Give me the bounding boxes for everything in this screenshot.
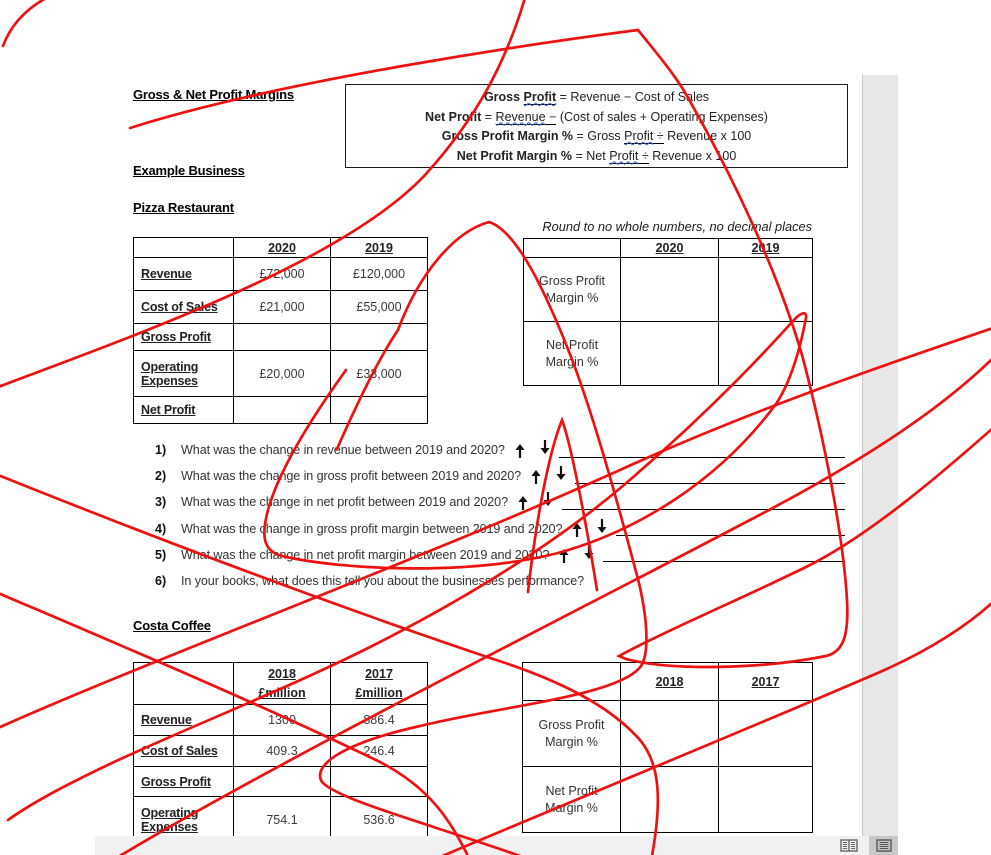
cell: 409.3 bbox=[234, 736, 331, 767]
cell: 886.4 bbox=[331, 705, 428, 736]
question-5 bbox=[155, 542, 845, 568]
table-header-row bbox=[134, 663, 428, 705]
question-1 bbox=[155, 437, 845, 463]
up-arrow-icon bbox=[514, 444, 526, 458]
cell bbox=[524, 239, 621, 258]
row-label: Net Profit Margin % bbox=[523, 767, 621, 833]
row-label: Gross Profit Margin % bbox=[523, 701, 621, 767]
year-header: 2017 bbox=[719, 663, 813, 701]
arrow-pair bbox=[558, 547, 595, 563]
row-label: Net Profit bbox=[134, 397, 234, 424]
row-label: Operating Expenses bbox=[134, 351, 234, 397]
up-arrow-icon bbox=[517, 496, 529, 510]
row-label: Revenue bbox=[134, 705, 234, 736]
question-6 bbox=[155, 568, 845, 594]
cell bbox=[134, 663, 234, 705]
pizza-figures-table bbox=[133, 237, 428, 424]
rounding-note: Round to no whole numbers, no decimal places bbox=[542, 219, 812, 234]
cell bbox=[523, 663, 621, 701]
question-number: 1) bbox=[155, 443, 167, 458]
question-text: In your books, what does this tell you about the businesses performance? bbox=[181, 574, 585, 589]
blank-answer-cell bbox=[621, 701, 719, 767]
pizza-margin-table bbox=[523, 238, 813, 386]
year-header: 2018 bbox=[621, 663, 719, 701]
cell: £33,000 bbox=[331, 351, 428, 397]
row-label: Cost of Sales bbox=[134, 736, 234, 767]
costa-coffee-heading: Costa Coffee bbox=[133, 618, 211, 633]
question-text: What was the change in gross profit between 2019 and 2020? bbox=[181, 469, 522, 484]
blank-answer-cell bbox=[719, 701, 813, 767]
horizontal-scrollbar-bar[interactable] bbox=[95, 836, 898, 855]
blank-answer-cell bbox=[331, 397, 428, 424]
answer-line bbox=[559, 443, 845, 458]
blank-answer-cell bbox=[331, 767, 428, 797]
blank-answer-cell bbox=[234, 397, 331, 424]
ink-stroke bbox=[3, 0, 46, 46]
formula-gross-profit-margin: Gross Profit Margin % = Gross Profit ÷ Revenue x 100 bbox=[441, 129, 752, 143]
year-header: 2018 £million bbox=[234, 663, 331, 705]
read-mode-button[interactable] bbox=[830, 836, 868, 855]
cell: £72,000 bbox=[234, 258, 331, 291]
page-title: Gross & Net Profit Margins bbox=[133, 87, 294, 102]
table-row bbox=[524, 258, 813, 322]
question-4 bbox=[155, 516, 845, 542]
cell: £20,000 bbox=[234, 351, 331, 397]
table-row bbox=[524, 322, 813, 386]
year-header: 2019 bbox=[331, 238, 428, 258]
book-icon bbox=[840, 839, 858, 852]
answer-line bbox=[603, 547, 845, 562]
costa-margin-table bbox=[522, 662, 813, 833]
formula-gross-profit: Gross Profit = Revenue − Cost of Sales bbox=[483, 90, 710, 104]
cell: 246.4 bbox=[331, 736, 428, 767]
blank-answer-cell bbox=[719, 258, 813, 322]
blank-answer-cell bbox=[621, 322, 719, 386]
answer-line bbox=[575, 469, 845, 484]
costa-figures-table bbox=[133, 662, 428, 843]
row-label: Net Profit Margin % bbox=[524, 322, 621, 386]
formula-box bbox=[345, 84, 848, 168]
table-row bbox=[134, 705, 428, 736]
arrow-pair bbox=[571, 521, 608, 537]
arrow-pair bbox=[530, 468, 567, 484]
question-number: 6) bbox=[155, 574, 167, 589]
down-arrow-icon bbox=[539, 440, 551, 454]
blank-answer-cell bbox=[621, 258, 719, 322]
down-arrow-icon bbox=[542, 492, 554, 506]
year-header: 2019 bbox=[719, 239, 813, 258]
up-arrow-icon bbox=[558, 549, 570, 563]
arrow-pair bbox=[514, 442, 551, 458]
blank-answer-cell bbox=[719, 767, 813, 833]
row-label: Revenue bbox=[134, 258, 234, 291]
formula-net-profit-margin: Net Profit Margin % = Net Profit ÷ Revenue x 100 bbox=[456, 148, 737, 163]
table-row bbox=[134, 736, 428, 767]
cell: £55,000 bbox=[331, 291, 428, 324]
table-header-row bbox=[524, 239, 813, 258]
cell: £120,000 bbox=[331, 258, 428, 291]
blank-answer-cell bbox=[234, 767, 331, 797]
table-row bbox=[134, 351, 428, 397]
up-arrow-icon bbox=[571, 523, 583, 537]
pizza-restaurant-heading: Pizza Restaurant bbox=[133, 200, 234, 215]
down-arrow-icon bbox=[583, 545, 595, 559]
formula-net-profit: Net Profit = Revenue − (Cost of sales + Operating Expenses) bbox=[425, 109, 768, 124]
table-row bbox=[523, 701, 813, 767]
question-text: What was the change in net profit between 2019 and 2020? bbox=[181, 495, 508, 510]
vertical-scrollbar[interactable] bbox=[862, 75, 898, 836]
year-header: 2017 £million bbox=[331, 663, 428, 705]
table-header-row bbox=[134, 238, 428, 258]
table-row bbox=[134, 324, 428, 351]
question-number: 2) bbox=[155, 469, 167, 484]
table-header-row bbox=[523, 663, 813, 701]
table-row bbox=[523, 767, 813, 833]
table-row bbox=[134, 397, 428, 424]
up-arrow-icon bbox=[530, 470, 542, 484]
question-text: What was the change in net profit margin between 2019 and 2020? bbox=[181, 547, 550, 562]
cell: £21,000 bbox=[234, 291, 331, 324]
table-row bbox=[134, 258, 428, 291]
cell: 1300 bbox=[234, 705, 331, 736]
question-number: 4) bbox=[155, 521, 167, 536]
questions-list bbox=[155, 437, 845, 594]
down-arrow-icon bbox=[596, 519, 608, 533]
row-label: Cost of Sales bbox=[134, 291, 234, 324]
row-label: Operating Expenses bbox=[134, 797, 234, 843]
question-text: What was the change in gross profit margin between 2019 and 2020? bbox=[181, 521, 563, 536]
question-2 bbox=[155, 463, 845, 489]
print-layout-button[interactable] bbox=[869, 836, 898, 855]
arrow-pair bbox=[517, 494, 554, 510]
row-label: Gross Profit bbox=[134, 324, 234, 351]
blank-answer-cell bbox=[621, 767, 719, 833]
blank-answer-cell bbox=[719, 322, 813, 386]
page-lines-icon bbox=[876, 839, 892, 852]
question-number: 3) bbox=[155, 495, 167, 510]
question-text: What was the change in revenue between 2019 and 2020? bbox=[181, 443, 505, 458]
down-arrow-icon bbox=[555, 466, 567, 480]
question-3 bbox=[155, 489, 845, 515]
question-number: 5) bbox=[155, 547, 167, 562]
table-row bbox=[134, 291, 428, 324]
year-header: 2020 bbox=[234, 238, 331, 258]
row-label: Gross Profit bbox=[134, 767, 234, 797]
year-header: 2020 bbox=[621, 239, 719, 258]
cell bbox=[134, 238, 234, 258]
row-label: Gross Profit Margin % bbox=[524, 258, 621, 322]
table-row bbox=[134, 767, 428, 797]
cell: 754.1 bbox=[234, 797, 331, 843]
answer-line bbox=[562, 495, 845, 510]
cell: 536.6 bbox=[331, 797, 428, 843]
example-business-heading: Example Business bbox=[133, 163, 245, 178]
blank-answer-cell bbox=[331, 324, 428, 351]
blank-answer-cell bbox=[234, 324, 331, 351]
answer-line bbox=[616, 521, 845, 536]
